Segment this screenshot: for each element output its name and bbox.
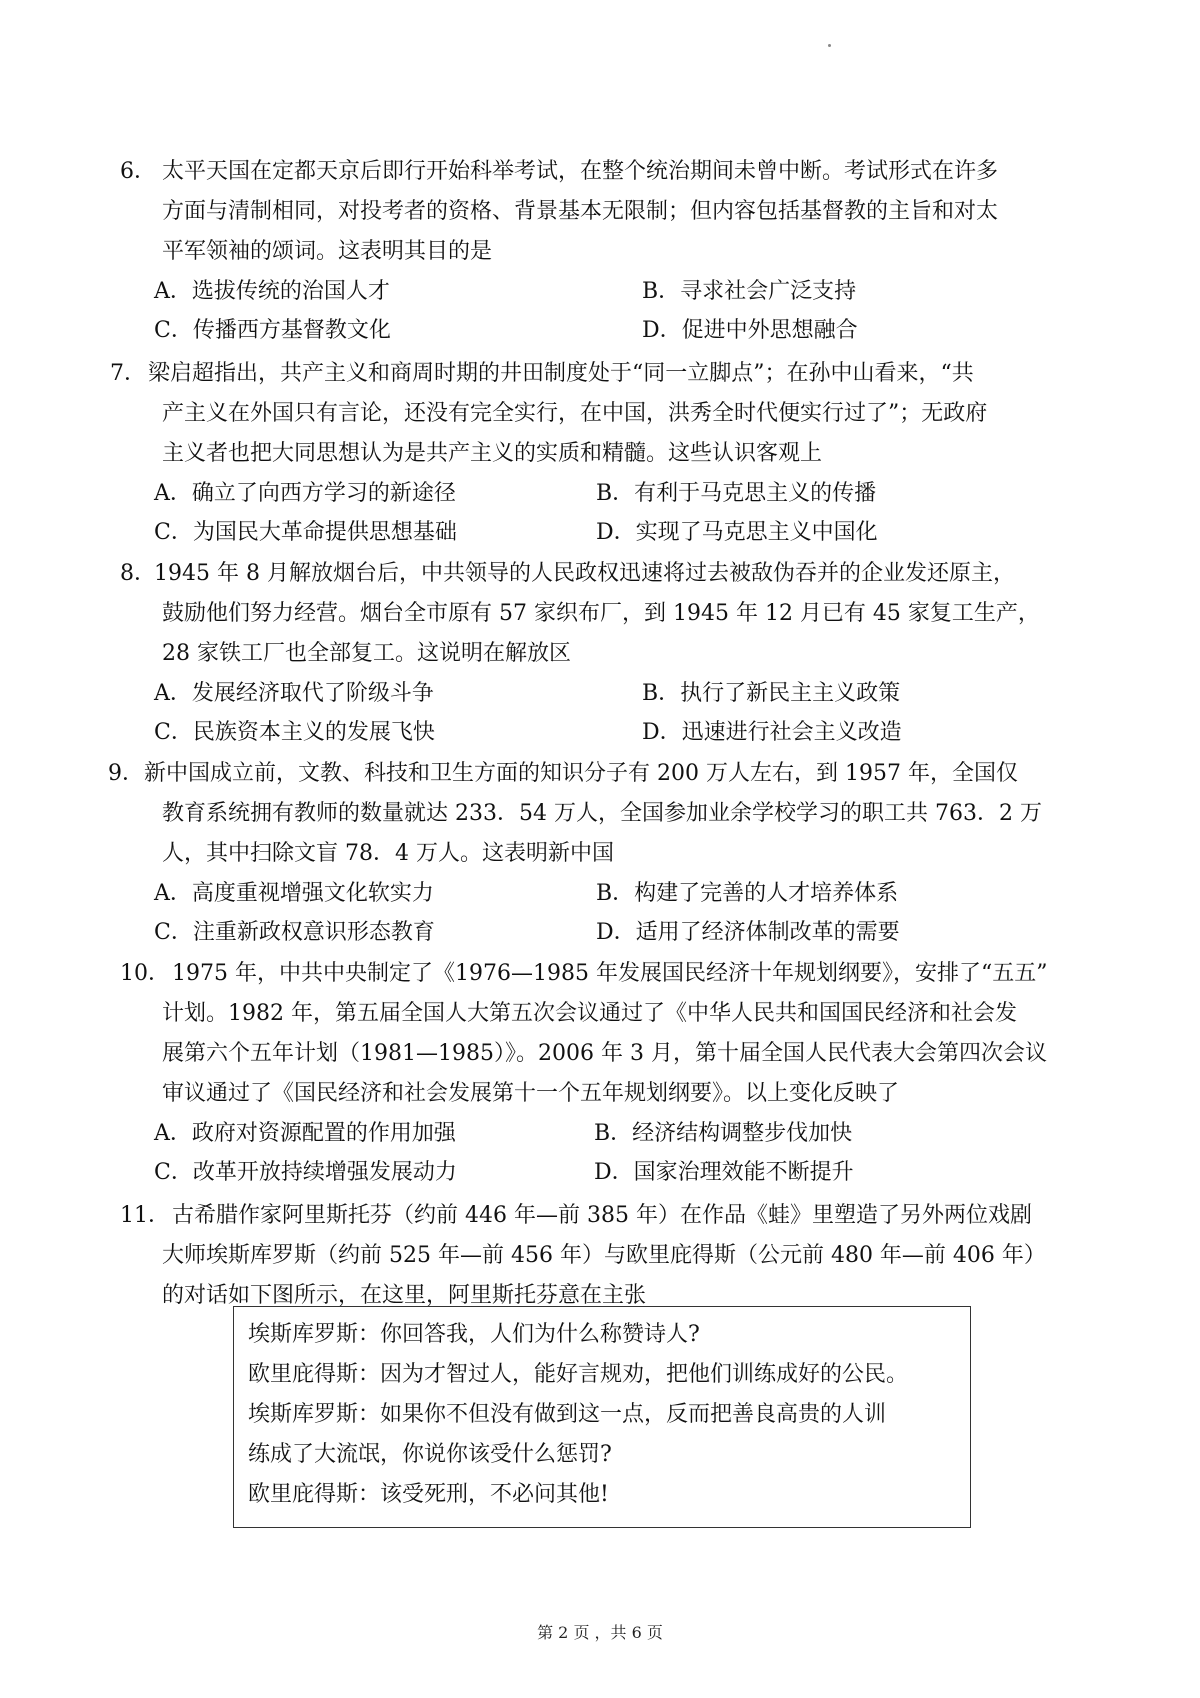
question-stem [116,152,1106,272]
option-c[interactable]: C．传播西方基督教文化 [154,318,391,343]
stem-line: 梁启超指出，共产主义和商周时期的井田制度处于“同一立脚点”；在孙中山看来，“共 [148,361,974,386]
options [108,272,1106,350]
stem-line: 计划。1982 年，第五届全国人大第五次会议通过了《中华人民共和国国民经济和社会发 [162,1001,1017,1026]
stem-line: 产主义在外国只有言论，还没有完全实行，在中国，洪秀全时代便实行过了”；无政府 [162,401,988,426]
option-c[interactable]: C．为国民大革命提供思想基础 [154,520,457,545]
stem-line: 人，其中扫除文盲 78．4 万人。这表明新中国 [162,841,614,866]
question-7 [110,354,1106,552]
question-stem [116,954,1106,1114]
question-stem [110,354,1106,474]
question-6 [116,152,1106,350]
dialog-box [233,1306,971,1528]
dialog-line: 欧里庇得斯：因为才智过人，能好言规劝，把他们训练成好的公民。 [248,1362,909,1387]
question-8 [116,554,1106,752]
stem-line: 1975 年，中共中央制定了《1976—1985 年发展国民经济十年规划纲要》，安排了“五五” [172,961,1048,986]
question-number: 8． [120,561,156,586]
question-number: 11． [120,1203,170,1228]
dialog-line: 埃斯库罗斯：你回答我，人们为什么称赞诗人? [248,1322,700,1347]
question-number: 10． [120,961,170,986]
option-b[interactable]: B．有利于马克思主义的传播 [596,481,877,506]
option-b[interactable]: B．执行了新民主主义政策 [642,681,901,706]
option-a[interactable]: A．高度重视增强文化软实力 [154,881,434,906]
stem-line: 鼓励他们努力经营。烟台全市原有 57 家织布厂，到 1945 年 12 月已有 45 家复工生产， [162,601,1040,626]
option-d[interactable]: D．迅速进行社会主义改造 [642,720,902,745]
page-footer: 第 2 页 ，共 6 页 [537,1623,663,1642]
option-d[interactable]: D．国家治理效能不断提升 [594,1160,854,1185]
options [108,874,1106,952]
option-d[interactable]: D．适用了经济体制改革的需要 [596,920,900,945]
option-a[interactable]: A．确立了向西方学习的新途径 [154,481,456,506]
question-stem [116,554,1106,674]
dialog-line: 埃斯库罗斯：如果你不但没有做到这一点，反而把善良高贵的人训 [248,1402,887,1427]
option-a[interactable]: A．政府对资源配置的作用加强 [154,1121,456,1146]
question-10 [116,954,1106,1192]
option-a[interactable]: A．选拔传统的治国人才 [154,279,390,304]
options [108,474,1106,552]
stem-line: 展第六个五年计划（1981—1985）》。2006 年 3 月，第十届全国人民代表大会第四次会议 [162,1041,1047,1066]
question-stem [108,754,1106,874]
options [108,674,1106,752]
question-number: 7． [110,361,146,386]
stem-line: 1945 年 8 月解放烟台后，中共领导的人民政权迅速将过去被敌伪吞并的企业发还原主， [154,561,1015,586]
dialog-line: 欧里庇得斯：该受死刑，不必问其他! [248,1482,609,1507]
stem-line: 审议通过了《国民经济和社会发展第十一个五年规划纲要》。以上变化反映了 [162,1081,900,1106]
option-c[interactable]: C．注重新政权意识形态教育 [154,920,435,945]
stem-line: 古希腊作家阿里斯托芬（约前 446 年—前 385 年）在作品《蛙》里塑造了另外两位戏剧 [172,1203,1032,1228]
stem-line: 主义者也把大同思想认为是共产主义的实质和精髓。这些认识客观上 [162,441,823,466]
option-a[interactable]: A．发展经济取代了阶级斗争 [154,681,434,706]
option-d[interactable]: D．实现了马克思主义中国化 [596,520,878,545]
stem-line: 方面与清制相同，对投考者的资格、背景基本无限制；但内容包括基督教的主旨和对太 [162,199,999,224]
options [108,1114,1106,1192]
option-b[interactable]: B．寻求社会广泛支持 [642,279,857,304]
stem-line: 28 家铁工厂也全部复工。这说明在解放区 [162,641,571,666]
option-b[interactable]: B．经济结构调整步伐加快 [594,1121,853,1146]
question-stem [116,1196,1106,1316]
question-number: 6． [120,159,156,184]
option-d[interactable]: D．促进中外思想融合 [642,318,858,343]
scan-dot [828,44,831,47]
question-11 [116,1196,1106,1316]
dialog-line: 练成了大流氓，你说你该受什么惩罚? [248,1442,612,1467]
option-b[interactable]: B．构建了完善的人才培养体系 [596,881,899,906]
stem-line: 平军领袖的颂词。这表明其目的是 [162,239,493,264]
stem-line: 教育系统拥有教师的数量就达 233．54 万人，全国参加业余学校学习的职工共 763．2 万 [162,801,1042,826]
option-c[interactable]: C．民族资本主义的发展飞快 [154,720,435,745]
question-9 [108,754,1106,952]
stem-line: 太平天国在定都天京后即行开始科举考试，在整个统治期间未曾中断。考试形式在许多 [162,159,999,184]
stem-line: 的对话如下图所示，在这里，阿里斯托芬意在主张 [162,1283,647,1308]
stem-line: 大师埃斯库罗斯（约前 525 年—前 456 年）与欧里庇得斯（公元前 480 年—前 406 年） [162,1243,1046,1268]
stem-line: 新中国成立前，文教、科技和卫生方面的知识分子有 200 万人左右，到 1957 年，全国仅 [144,761,1018,786]
question-number: 9． [108,761,144,786]
option-c[interactable]: C．改革开放持续增强发展动力 [154,1160,457,1185]
